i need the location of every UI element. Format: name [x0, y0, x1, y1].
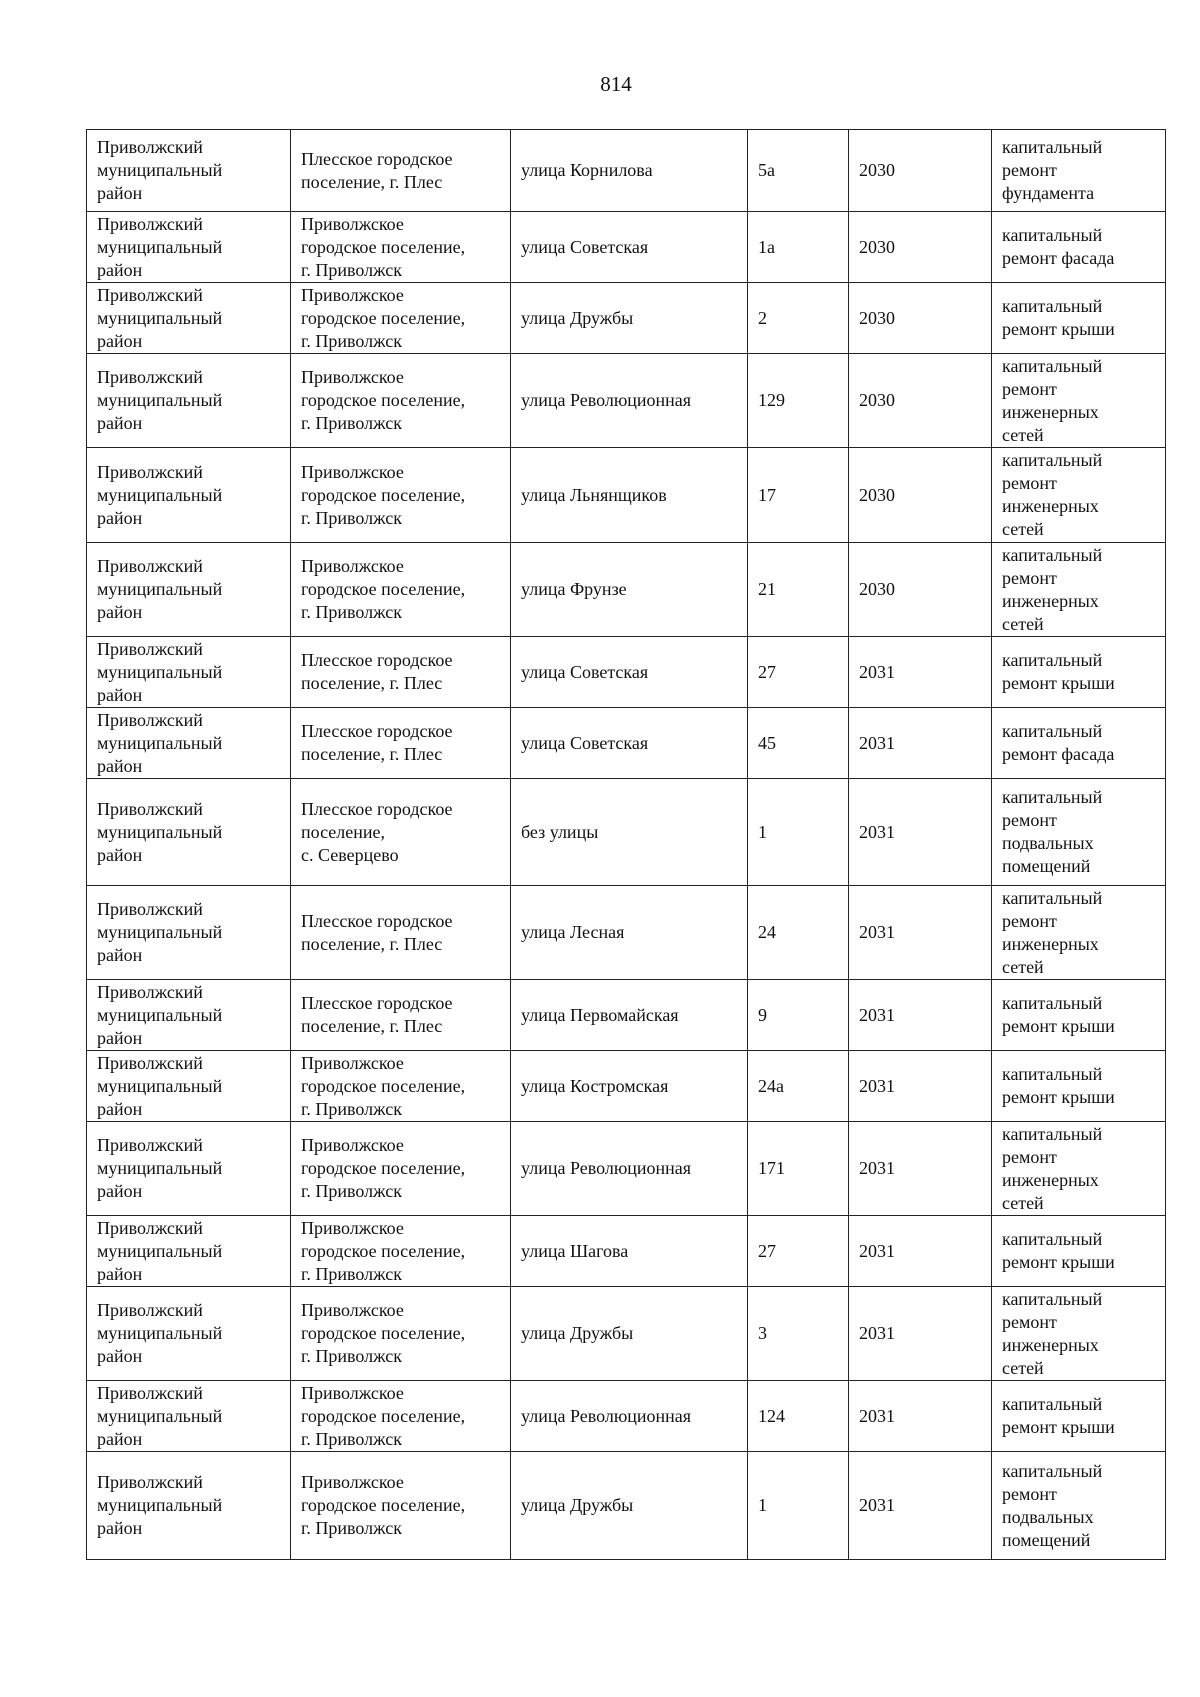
district-cell: Приволжский муниципальный район: [87, 708, 291, 779]
year-cell: 2031: [849, 779, 992, 886]
district-cell: Приволжский муниципальный район: [87, 1051, 291, 1122]
settlement-cell: Приволжское городское поселение, г. Приволжск: [291, 212, 511, 283]
house-number-cell: 124: [748, 1381, 849, 1452]
year-cell: 2031: [849, 1452, 992, 1560]
table-row: [87, 779, 1166, 886]
street-cell: улица Советская: [511, 212, 748, 283]
work-type-cell: капитальный ремонт инженерных сетей: [992, 886, 1166, 980]
house-number-cell: 5а: [748, 130, 849, 212]
year-cell: 2031: [849, 1216, 992, 1287]
year-cell: 2031: [849, 886, 992, 980]
settlement-cell: Приволжское городское поселение, г. Приволжск: [291, 448, 511, 543]
year-cell: 2031: [849, 1122, 992, 1216]
house-number-cell: 1: [748, 779, 849, 886]
settlement-cell: Плесское городское поселение, г. Плес: [291, 708, 511, 779]
year-cell: 2030: [849, 543, 992, 637]
district-cell: Приволжский муниципальный район: [87, 543, 291, 637]
table-row: [87, 1287, 1166, 1381]
table-row: [87, 543, 1166, 637]
street-cell: улица Революционная: [511, 354, 748, 448]
settlement-cell: Плесское городское поселение, г. Плес: [291, 130, 511, 212]
house-number-cell: 129: [748, 354, 849, 448]
district-cell: Приволжский муниципальный район: [87, 1452, 291, 1560]
district-cell: Приволжский муниципальный район: [87, 283, 291, 354]
district-cell: Приволжский муниципальный район: [87, 1381, 291, 1452]
settlement-cell: Приволжское городское поселение, г. Приволжск: [291, 1216, 511, 1287]
house-number-cell: 24а: [748, 1051, 849, 1122]
work-type-cell: капитальный ремонт инженерных сетей: [992, 1122, 1166, 1216]
repair-schedule-table: [86, 129, 1166, 1560]
street-cell: улица Шагова: [511, 1216, 748, 1287]
work-type-cell: капитальный ремонт инженерных сетей: [992, 1287, 1166, 1381]
settlement-cell: Приволжское городское поселение, г. Приволжск: [291, 1381, 511, 1452]
district-cell: Приволжский муниципальный район: [87, 1287, 291, 1381]
table-row: [87, 708, 1166, 779]
table-row: [87, 1381, 1166, 1452]
work-type-cell: капитальный ремонт крыши: [992, 980, 1166, 1051]
table-row: [87, 980, 1166, 1051]
year-cell: 2031: [849, 1051, 992, 1122]
street-cell: улица Дружбы: [511, 1452, 748, 1560]
district-cell: Приволжский муниципальный район: [87, 779, 291, 886]
settlement-cell: Приволжское городское поселение, г. Приволжск: [291, 543, 511, 637]
year-cell: 2030: [849, 354, 992, 448]
work-type-cell: капитальный ремонт инженерных сетей: [992, 448, 1166, 543]
work-type-cell: капитальный ремонт фасада: [992, 708, 1166, 779]
street-cell: улица Фрунзе: [511, 543, 748, 637]
table-row: [87, 1051, 1166, 1122]
settlement-cell: Приволжское городское поселение, г. Приволжск: [291, 283, 511, 354]
house-number-cell: 2: [748, 283, 849, 354]
district-cell: Приволжский муниципальный район: [87, 1216, 291, 1287]
settlement-cell: Плесское городское поселение, с. Северцево: [291, 779, 511, 886]
street-cell: улица Дружбы: [511, 283, 748, 354]
settlement-cell: Плесское городское поселение, г. Плес: [291, 886, 511, 980]
street-cell: улица Первомайская: [511, 980, 748, 1051]
street-cell: улица Советская: [511, 637, 748, 708]
year-cell: 2030: [849, 448, 992, 543]
house-number-cell: 9: [748, 980, 849, 1051]
settlement-cell: Плесское городское поселение, г. Плес: [291, 637, 511, 708]
year-cell: 2031: [849, 1381, 992, 1452]
district-cell: Приволжский муниципальный район: [87, 212, 291, 283]
work-type-cell: капитальный ремонт подвальных помещений: [992, 779, 1166, 886]
district-cell: Приволжский муниципальный район: [87, 637, 291, 708]
table-row: [87, 354, 1166, 448]
settlement-cell: Приволжское городское поселение, г. Приволжск: [291, 1452, 511, 1560]
year-cell: 2031: [849, 1287, 992, 1381]
house-number-cell: 171: [748, 1122, 849, 1216]
page-number: 814: [600, 72, 632, 96]
street-cell: улица Костромская: [511, 1051, 748, 1122]
table-row: [87, 1452, 1166, 1560]
work-type-cell: капитальный ремонт крыши: [992, 1216, 1166, 1287]
house-number-cell: 17: [748, 448, 849, 543]
work-type-cell: капитальный ремонт инженерных сетей: [992, 354, 1166, 448]
work-type-cell: капитальный ремонт крыши: [992, 637, 1166, 708]
settlement-cell: Плесское городское поселение, г. Плес: [291, 980, 511, 1051]
street-cell: улица Революционная: [511, 1381, 748, 1452]
house-number-cell: 1: [748, 1452, 849, 1560]
year-cell: 2031: [849, 637, 992, 708]
house-number-cell: 27: [748, 637, 849, 708]
work-type-cell: капитальный ремонт фундамента: [992, 130, 1166, 212]
settlement-cell: Приволжское городское поселение, г. Приволжск: [291, 1287, 511, 1381]
house-number-cell: 45: [748, 708, 849, 779]
table-row: [87, 283, 1166, 354]
work-type-cell: капитальный ремонт фасада: [992, 212, 1166, 283]
year-cell: 2031: [849, 708, 992, 779]
work-type-cell: капитальный ремонт инженерных сетей: [992, 543, 1166, 637]
street-cell: улица Революционная: [511, 1122, 748, 1216]
street-cell: без улицы: [511, 779, 748, 886]
street-cell: улица Льнянщиков: [511, 448, 748, 543]
table-row: [87, 448, 1166, 543]
house-number-cell: 24: [748, 886, 849, 980]
district-cell: Приволжский муниципальный район: [87, 448, 291, 543]
district-cell: Приволжский муниципальный район: [87, 980, 291, 1051]
work-type-cell: капитальный ремонт крыши: [992, 1381, 1166, 1452]
street-cell: улица Советская: [511, 708, 748, 779]
house-number-cell: 1а: [748, 212, 849, 283]
year-cell: 2031: [849, 980, 992, 1051]
work-type-cell: капитальный ремонт подвальных помещений: [992, 1452, 1166, 1560]
district-cell: Приволжский муниципальный район: [87, 886, 291, 980]
settlement-cell: Приволжское городское поселение, г. Приволжск: [291, 1051, 511, 1122]
street-cell: улица Дружбы: [511, 1287, 748, 1381]
house-number-cell: 21: [748, 543, 849, 637]
table-row: [87, 130, 1166, 212]
house-number-cell: 3: [748, 1287, 849, 1381]
work-type-cell: капитальный ремонт крыши: [992, 283, 1166, 354]
year-cell: 2030: [849, 130, 992, 212]
settlement-cell: Приволжское городское поселение, г. Приволжск: [291, 354, 511, 448]
district-cell: Приволжский муниципальный район: [87, 354, 291, 448]
table-row: [87, 886, 1166, 980]
district-cell: Приволжский муниципальный район: [87, 1122, 291, 1216]
table-row: [87, 212, 1166, 283]
work-type-cell: капитальный ремонт крыши: [992, 1051, 1166, 1122]
house-number-cell: 27: [748, 1216, 849, 1287]
district-cell: Приволжский муниципальный район: [87, 130, 291, 212]
settlement-cell: Приволжское городское поселение, г. Приволжск: [291, 1122, 511, 1216]
street-cell: улица Лесная: [511, 886, 748, 980]
table-row: [87, 1216, 1166, 1287]
year-cell: 2030: [849, 212, 992, 283]
table-row: [87, 637, 1166, 708]
year-cell: 2030: [849, 283, 992, 354]
street-cell: улица Корнилова: [511, 130, 748, 212]
table-row: [87, 1122, 1166, 1216]
